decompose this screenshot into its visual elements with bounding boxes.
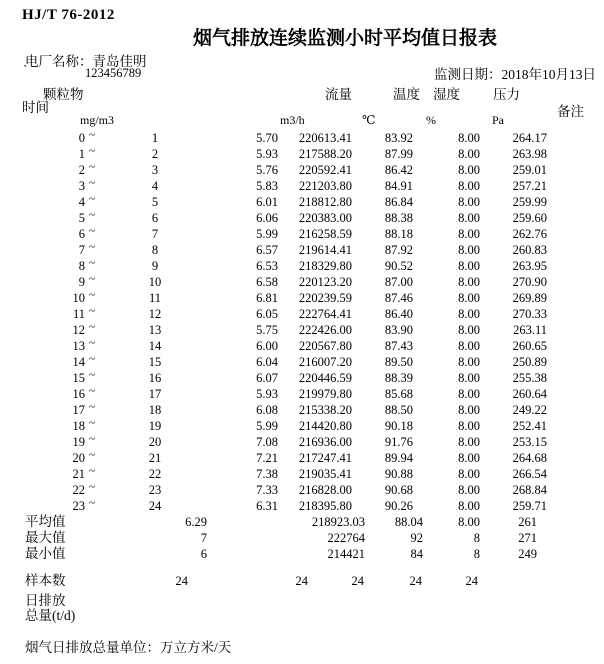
hour-from: 11: [72, 307, 85, 321]
pm-value: 6.58: [256, 275, 278, 289]
temperature-value: 89.50: [384, 355, 413, 369]
pm-value: 5.70: [256, 131, 278, 145]
sample-count-temperature: 24: [351, 574, 364, 588]
hour-from: 23: [72, 499, 85, 513]
flow-value: 218395.80: [298, 499, 352, 513]
hour-to: 6: [151, 211, 159, 225]
tilde-separator: ~: [89, 481, 95, 493]
flow-value: 214421: [327, 547, 365, 561]
flow-value: 220123.20: [298, 275, 352, 289]
flow-value: 218812.80: [298, 195, 352, 209]
flow-value: 215338.20: [298, 403, 352, 417]
daily-emission-label-line2: 总量(t/d): [25, 608, 76, 623]
unit-pm: mg/m3: [80, 113, 115, 127]
temperature-value: 87.00: [384, 275, 413, 289]
hour-to: 7: [151, 227, 159, 241]
flow-value: 221203.80: [298, 179, 352, 193]
pm-value: 7.08: [256, 435, 278, 449]
humidity-value: 8: [473, 531, 480, 545]
flow-value: 217247.41: [298, 451, 352, 465]
pressure-value: 261: [518, 515, 537, 529]
unit-pressure: Pa: [492, 113, 504, 127]
hour-to: 13: [148, 323, 162, 337]
humidity-value: 8.00: [458, 227, 480, 241]
flow-value: 216258.59: [298, 227, 352, 241]
pressure-value: 259.99: [512, 195, 547, 209]
tick-mark: `: [23, 62, 28, 77]
temperature-value: 87.43: [384, 339, 413, 353]
summary-row-max: [0, 530, 604, 546]
hour-from: 12: [72, 323, 85, 337]
flow-value: 214420.80: [298, 419, 352, 433]
column-header-humidity: 湿度: [433, 87, 460, 102]
hour-from: 21: [72, 467, 85, 481]
temperature-value: 91.76: [384, 435, 413, 449]
flow-value: 216007.20: [298, 355, 352, 369]
pressure-value: 250.89: [512, 355, 547, 369]
flow-value: 220383.00: [298, 211, 352, 225]
monitor-date-label: 监测日期：: [434, 67, 502, 82]
pm-value: 6.29: [185, 515, 207, 529]
pm-value: 5.99: [256, 227, 278, 241]
pressure-value: 262.76: [512, 227, 547, 241]
temperature-value: 84.91: [384, 179, 413, 193]
pressure-value: 260.64: [512, 387, 547, 401]
flow-value: 217588.20: [298, 147, 352, 161]
humidity-value: 8.00: [458, 147, 480, 161]
temperature-value: 88.38: [384, 211, 413, 225]
hour-to: 19: [148, 419, 162, 433]
tilde-separator: ~: [89, 321, 95, 333]
unit-humidity: %: [426, 113, 436, 127]
tilde-separator: ~: [89, 465, 95, 477]
temperature-value: 90.88: [384, 467, 413, 481]
flow-value: 218329.80: [298, 259, 352, 273]
flow-value: 216828.00: [298, 483, 352, 497]
tilde-separator: ~: [89, 145, 95, 157]
hour-from: 0: [78, 131, 85, 145]
daily-emission-label-line1: 日排放: [25, 593, 66, 608]
pressure-value: 257.21: [512, 179, 547, 193]
pm-value: 6.01: [256, 195, 278, 209]
tilde-separator: ~: [89, 417, 95, 429]
column-header-temperature: 温度: [393, 87, 420, 102]
temperature-value: 83.90: [384, 323, 413, 337]
temperature-value: 90.18: [384, 419, 413, 433]
humidity-value: 8.00: [458, 179, 480, 193]
pressure-value: 249.22: [512, 403, 547, 417]
hour-from: 5: [78, 211, 85, 225]
humidity-value: 8.00: [458, 467, 480, 481]
flow-value: 220567.80: [298, 339, 352, 353]
pressure-value: 270.33: [512, 307, 547, 321]
tilde-separator: ~: [89, 257, 95, 269]
flow-value: 219035.41: [298, 467, 352, 481]
pressure-value: 260.83: [512, 243, 547, 257]
hour-to: 11: [148, 291, 162, 305]
pm-value: 6.31: [256, 499, 278, 513]
tilde-separator: ~: [89, 449, 95, 461]
humidity-value: 8.00: [458, 275, 480, 289]
hour-from: 2: [78, 163, 85, 177]
hour-from: 14: [72, 355, 85, 369]
hour-from: 10: [72, 291, 85, 305]
pressure-value: 268.84: [512, 483, 547, 497]
flow-value: 220239.59: [298, 291, 352, 305]
sample-count-pm: 24: [175, 574, 188, 588]
hour-to: 1: [151, 131, 159, 145]
pressure-value: 259.71: [512, 499, 547, 513]
temperature-value: 87.46: [384, 291, 413, 305]
sample-count-flow: 24: [295, 574, 308, 588]
pm-value: 5.76: [256, 163, 278, 177]
tilde-separator: ~: [89, 433, 95, 445]
hour-to: 22: [148, 467, 162, 481]
humidity-value: 8.00: [458, 243, 480, 257]
report-title: 烟气排放连续监测小时平均值日报表: [193, 28, 498, 49]
hour-from: 22: [72, 483, 85, 497]
pressure-value: 271: [518, 531, 537, 545]
humidity-value: 8.00: [458, 371, 480, 385]
hour-to: 4: [151, 179, 159, 193]
pressure-value: 263.98: [512, 147, 547, 161]
pressure-value: 259.60: [512, 211, 547, 225]
summary-row-min: [0, 546, 604, 562]
hour-from: 15: [72, 371, 85, 385]
pressure-value: 259.01: [512, 163, 547, 177]
tilde-separator: ~: [89, 177, 95, 189]
column-header-remark: 备注: [557, 104, 584, 119]
humidity-value: 8.00: [458, 339, 480, 353]
pm-value: 5.83: [256, 179, 278, 193]
temperature-value: 92: [410, 531, 423, 545]
temperature-value: 90.68: [384, 483, 413, 497]
tilde-separator: ~: [89, 369, 95, 381]
humidity-value: 8.00: [458, 403, 480, 417]
hour-from: 17: [72, 403, 85, 417]
pressure-value: 269.89: [512, 291, 547, 305]
flow-value: 222764.41: [298, 307, 352, 321]
humidity-value: 8.00: [458, 515, 480, 529]
hour-from: 6: [78, 227, 85, 241]
tilde-separator: ~: [89, 497, 95, 509]
unit-temperature: ℃: [362, 113, 376, 127]
pressure-value: 263.11: [513, 323, 547, 337]
tilde-separator: ~: [89, 385, 95, 397]
hour-from: 18: [72, 419, 85, 433]
humidity-value: 8.00: [458, 307, 480, 321]
temperature-value: 83.92: [384, 131, 413, 145]
pm-value: 6.53: [256, 259, 278, 273]
hour-to: 18: [148, 403, 162, 417]
temperature-value: 87.92: [384, 243, 413, 257]
hour-to: 20: [148, 435, 162, 449]
hour-to: 14: [148, 339, 162, 353]
pressure-value: 260.65: [512, 339, 547, 353]
pm-value: 6.08: [256, 403, 278, 417]
temperature-value: 84: [410, 547, 423, 561]
plant-name-value: 青岛佳明: [92, 54, 147, 69]
pm-value: 5.75: [256, 323, 278, 337]
flow-value: 216936.00: [298, 435, 352, 449]
hour-to: 24: [148, 499, 162, 513]
flow-value: 218923.03: [311, 515, 365, 529]
standard-number: HJ/T 76-2012: [22, 7, 115, 23]
tilde-separator: ~: [89, 353, 95, 365]
tilde-separator: ~: [89, 273, 95, 285]
hour-from: 4: [78, 195, 85, 209]
hour-from: 19: [72, 435, 85, 449]
humidity-value: 8.00: [458, 451, 480, 465]
plant-name-label: 电厂名称：: [25, 54, 93, 69]
tilde-separator: ~: [89, 129, 95, 141]
humidity-value: 8.00: [458, 131, 480, 145]
pm-value: 7.38: [256, 467, 278, 481]
column-header-pressure: 压力: [493, 87, 520, 102]
table-row: [0, 498, 604, 514]
hour-from: 3: [78, 179, 85, 193]
hour-to: 10: [148, 275, 162, 289]
hour-to: 21: [148, 451, 162, 465]
sample-count-pressure: 24: [465, 574, 478, 588]
monitor-date-value: 2018年10月13日: [501, 67, 596, 82]
hour-to: 17: [148, 387, 162, 401]
sample-count-row: [0, 573, 604, 589]
tilde-separator: ~: [89, 193, 95, 205]
pm-value: 7: [200, 531, 207, 545]
humidity-value: 8.00: [458, 387, 480, 401]
hour-to: 9: [151, 259, 159, 273]
hour-to: 12: [148, 307, 162, 321]
temperature-value: 88.50: [384, 403, 413, 417]
pressure-value: 266.54: [512, 467, 547, 481]
pressure-value: 270.90: [512, 275, 547, 289]
humidity-value: 8.00: [458, 499, 480, 513]
temperature-value: 90.52: [384, 259, 413, 273]
hour-from: 9: [78, 275, 85, 289]
plant-code: 123456789: [85, 66, 142, 80]
humidity-value: 8.00: [458, 259, 480, 273]
flow-value: 220446.59: [298, 371, 352, 385]
unit-flow: m3/h: [280, 113, 305, 127]
pm-value: 6: [200, 547, 207, 561]
humidity-value: 8.00: [458, 355, 480, 369]
pressure-value: 255.38: [512, 371, 547, 385]
temperature-value: 86.84: [384, 195, 413, 209]
column-header-flow: 流量: [325, 87, 352, 102]
sample-count-humidity: 24: [409, 574, 422, 588]
hour-from: 13: [72, 339, 85, 353]
hour-to: 3: [151, 163, 159, 177]
humidity-value: 8.00: [458, 211, 480, 225]
tilde-separator: ~: [89, 241, 95, 253]
flow-value: 222764: [327, 531, 365, 545]
temperature-value: 89.94: [384, 451, 413, 465]
flow-value: 220613.41: [298, 131, 352, 145]
tilde-separator: ~: [89, 401, 95, 413]
summary-label: 平均值: [25, 514, 66, 529]
monitor-date-line: [434, 63, 596, 83]
tilde-separator: ~: [89, 225, 95, 237]
pm-value: 6.04: [256, 355, 278, 369]
temperature-value: 88.04: [394, 515, 423, 529]
pressure-value: 264.68: [512, 451, 547, 465]
hour-to: 15: [148, 355, 162, 369]
pressure-value: 253.15: [512, 435, 547, 449]
pm-value: 6.05: [256, 307, 278, 321]
sample-count-label: 样本数: [25, 573, 66, 588]
hour-to: 23: [148, 483, 162, 497]
pm-value: 6.57: [256, 243, 278, 257]
hour-from: 8: [78, 259, 85, 273]
flow-value: 220592.41: [298, 163, 352, 177]
pm-value: 6.81: [256, 291, 278, 305]
pm-value: 5.93: [256, 387, 278, 401]
humidity-value: 8.00: [458, 419, 480, 433]
pressure-value: 249: [518, 547, 537, 561]
pm-value: 5.93: [256, 147, 278, 161]
temperature-value: 88.39: [384, 371, 413, 385]
column-header-pm: 颗粒物: [43, 87, 84, 102]
temperature-value: 86.42: [384, 163, 413, 177]
footer-unit-note: 烟气日排放总量单位：万立方米/天: [25, 640, 232, 655]
pm-value: 5.99: [256, 419, 278, 433]
hour-from: 20: [72, 451, 85, 465]
humidity-value: 8: [473, 547, 480, 561]
hour-from: 1: [78, 147, 85, 161]
flow-value: 219979.80: [298, 387, 352, 401]
summary-label: 最大值: [25, 530, 66, 545]
temperature-value: 85.68: [384, 387, 413, 401]
pm-value: 7.21: [256, 451, 278, 465]
summary-row-average: [0, 514, 604, 530]
hour-to: 16: [148, 371, 162, 385]
tilde-separator: ~: [89, 209, 95, 221]
humidity-value: 8.00: [458, 435, 480, 449]
hour-from: 7: [78, 243, 85, 257]
humidity-value: 8.00: [458, 195, 480, 209]
hour-to: 2: [151, 147, 159, 161]
pm-value: 6.07: [256, 371, 278, 385]
pm-value: 6.06: [256, 211, 278, 225]
temperature-value: 90.26: [384, 499, 413, 513]
temperature-value: 87.99: [384, 147, 413, 161]
summary-label: 最小值: [25, 546, 66, 561]
flow-value: 219614.41: [298, 243, 352, 257]
hour-to: 8: [151, 243, 159, 257]
pm-value: 6.00: [256, 339, 278, 353]
column-header-time: 时间: [22, 100, 49, 115]
temperature-value: 88.18: [384, 227, 413, 241]
temperature-value: 86.40: [384, 307, 413, 321]
hour-to: 5: [151, 195, 159, 209]
tilde-separator: ~: [89, 289, 95, 301]
pm-value: 7.33: [256, 483, 278, 497]
flow-value: 222426.00: [298, 323, 352, 337]
tilde-separator: ~: [89, 161, 95, 173]
pressure-value: 264.17: [512, 131, 547, 145]
tilde-separator: ~: [89, 337, 95, 349]
pressure-value: 263.95: [512, 259, 547, 273]
humidity-value: 8.00: [458, 483, 480, 497]
humidity-value: 8.00: [458, 291, 480, 305]
hour-from: 16: [72, 387, 85, 401]
humidity-value: 8.00: [458, 323, 480, 337]
tilde-separator: ~: [89, 305, 95, 317]
pressure-value: 252.41: [512, 419, 547, 433]
humidity-value: 8.00: [458, 163, 480, 177]
